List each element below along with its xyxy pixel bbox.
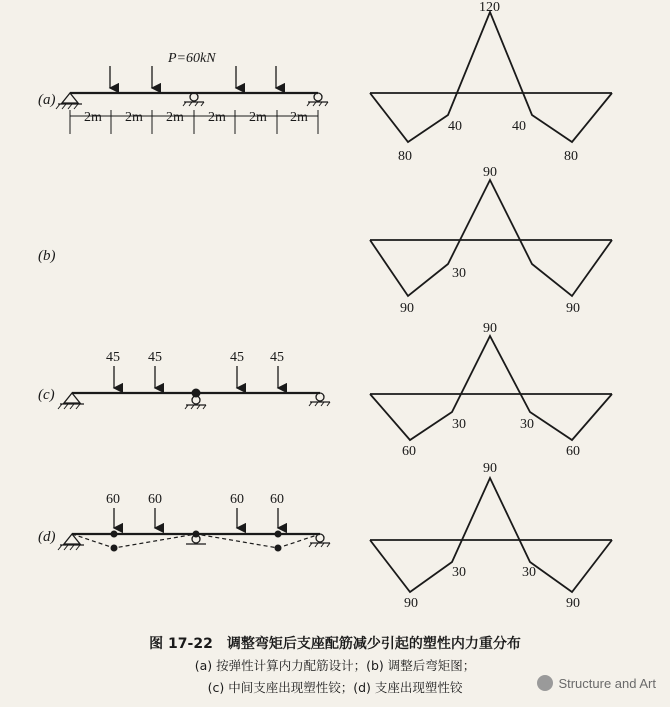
- moment-value: 80: [564, 149, 578, 164]
- moment-value: 30: [452, 417, 466, 432]
- load-label: 45: [230, 350, 244, 365]
- moment-curve: [370, 180, 612, 296]
- watermark-text: Structure and Art: [558, 675, 656, 691]
- moment-value: 40: [512, 119, 526, 134]
- dimension-line: [70, 110, 318, 134]
- diagram-a-moment-diagram: [370, 0, 612, 164]
- moment-value: 90: [566, 596, 580, 611]
- moment-value: 40: [448, 119, 462, 134]
- diagram-b-tag: (b): [38, 248, 56, 264]
- diagram-b-moment-diagram: [370, 165, 612, 316]
- span-label: 2m: [84, 110, 102, 125]
- watermark: [537, 675, 656, 691]
- moment-value-top: 90: [483, 461, 497, 476]
- moment-value: 30: [520, 417, 534, 432]
- moment-value-top: 120: [479, 0, 500, 15]
- moment-value: 60: [402, 444, 416, 459]
- diagram-d-tag: (d): [38, 529, 56, 545]
- diagram-c-tag: (c): [38, 387, 55, 403]
- moment-value: 30: [452, 565, 466, 580]
- diagram-d-moment-diagram: [370, 461, 612, 611]
- figure-caption-line: (a) 按弹性计算内力配筋设计；(b) 调整后弯矩图；: [194, 658, 476, 673]
- span-label: 2m: [290, 110, 308, 125]
- moment-value: 80: [398, 149, 412, 164]
- load-label: 60: [230, 492, 244, 507]
- figure-caption-line: (c) 中间支座出现塑性铰；(d) 支座出现塑性铰: [207, 680, 463, 695]
- pin-support-icon: [56, 93, 82, 109]
- plastic-hinge-icon: [275, 531, 282, 538]
- diagram-c-beam-system: [38, 350, 330, 409]
- load-label: 60: [148, 492, 162, 507]
- moment-value: 30: [452, 266, 466, 281]
- figure-caption-title: 图 17-22 调整弯矩后支座配筋减少引起的塑性内力重分布: [149, 636, 521, 652]
- moment-value-top: 90: [483, 321, 497, 336]
- moment-value: 90: [566, 301, 580, 316]
- diagram-d-beam-system: [38, 492, 330, 552]
- roller-support-icon: [183, 93, 204, 106]
- diagram-a-beam-system: [38, 51, 328, 134]
- moment-value: 90: [404, 596, 418, 611]
- span-label: 2m: [166, 110, 184, 125]
- roller-support-icon: [307, 93, 328, 106]
- load-label: 45: [148, 350, 162, 365]
- moment-value-top: 90: [483, 165, 497, 180]
- plastic-hinge-icon: [111, 531, 118, 538]
- roller-support-icon: [309, 534, 330, 547]
- pin-support-icon: [58, 393, 84, 409]
- moment-curve: [370, 12, 612, 142]
- load-label: 60: [106, 492, 120, 507]
- diagram-a-load-label: P=60kN: [168, 51, 216, 66]
- wechat-icon: [537, 675, 553, 691]
- moment-value: 30: [522, 565, 536, 580]
- load-label: 60: [270, 492, 284, 507]
- plastic-hinge-icon: [275, 545, 282, 552]
- span-label: 2m: [208, 110, 226, 125]
- moment-curve: [370, 336, 612, 440]
- diagram-c-moment-diagram: [370, 321, 612, 459]
- span-label: 2m: [125, 110, 143, 125]
- roller-support-icon: [185, 396, 206, 409]
- moment-curve: [370, 478, 612, 592]
- moment-value: 90: [400, 301, 414, 316]
- plastic-hinge-icon: [111, 545, 118, 552]
- span-label: 2m: [249, 110, 267, 125]
- roller-support-icon: [309, 393, 330, 406]
- load-label: 45: [106, 350, 120, 365]
- load-label: 45: [270, 350, 284, 365]
- moment-value: 60: [566, 444, 580, 459]
- diagram-a-tag: (a): [38, 92, 56, 108]
